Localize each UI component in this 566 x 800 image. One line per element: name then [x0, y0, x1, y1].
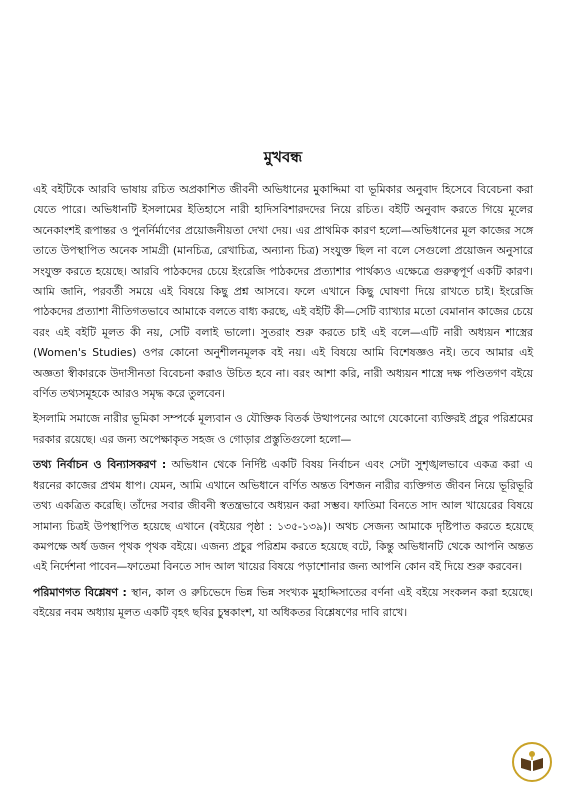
paragraph-intro: [33, 180, 533, 404]
page-title: মুখবন্ধ: [263, 148, 303, 166]
paragraph-lead: পরিমাণগত বিশ্লেষণ :: [33, 585, 127, 599]
paragraph-text: অভিধান থেকে নির্দিষ্ট একটি বিষয় নির্বাচন এবং সেটা সুশৃঙ্খলভাবে একত্র করা এ ধরনের কাজের প্রথম ধাপ। যেমন, আমি এখানে অভিধানে বর্ণিত অন্তত বিশজন নারীর ব্যক্তিগত জীবন নিয়ে ভূরিভূরি তথ্য একত্রিত করেছি। তাঁদের সবার জীবনী স্বতন্ত্রভাবে অধ্যয়ন করা সম্ভব। ফাতিমা বিনতে সাদ আল খায়েরের বিষয়ে সামান্য চিত্রই উপস্থাপিত হয়েছে এখানে (বইয়ের পৃষ্ঠা : ১৩৫-১৩৯)। অথচ সেজন্য আমাকে দৃষ্টিপাত করতে হয়েছে কমপক্ষে অর্ধ ডজন পৃথক পৃথক বইয়ে। এজন্য প্রচুর পরিশ্রম করতে হয়েছে বটে, কিন্তু অভিধানটি থেকে আপনি অন্তত এই নির্দেশনা পাবেন—ফাতেমা বিনতে সাদ আল খায়ের বিষয়ে পড়াশোনার জন্য আপনি কোন বই দিয়ে শুরু করবেন।: [33, 458, 533, 574]
paragraph-text: ইসলামি সমাজে নারীর ভূমিকা সম্পর্কে মূল্যবান ও যৌক্তিক বিতর্ক উত্থাপনের আগে যেকোনো ব্যক্তিরই প্রচুর পরিশ্রমের দরকার রয়েছে। এর জন্য অপেক্ষাকৃত সহজ ও গোড়ার প্রস্তুতিগুলো হলো—: [33, 412, 533, 446]
book-publisher-logo-icon: [512, 742, 552, 782]
paragraph-data-selection: [33, 455, 533, 577]
paragraph-quantitative: [33, 583, 533, 624]
paragraph-text: এই বইটিকে আরবি ভাষায় রচিত অপ্রকাশিত জীবনী অভিধানের মুকাদ্দিমা বা ভূমিকার অনুবাদ হিসেবে বিবেচনা করা যেতে পারে। অভিধানটি ইসলামের ইতিহাসে নারী হাদিসবিশারদদের নিয়ে রচিত। বইটি অনুবাদ করতে গিয়ে মূলের অনেকাংশই রূপান্তর ও পুনর্নির্মাণের প্রয়োজনীয়তা দেখা দেয়। এর প্রাথমিক কারণ হলো—অভিধানের মূল কাজের সঙ্গে তাতে উপস্থাপিত অনেক সামগ্রী (মানচিত্র, রেখাচিত্র, অন্যান্য চিত্র) সংযুক্ত ছিল না বলে সেগুলো প্রয়োজন অনুসারে সংযুক্ত করতে হয়েছে। আরবি পাঠকদের চেয়ে ইংরেজি পাঠকদের প্রত্যাশার পার্থক্যও এক্ষেত্রে গুরুত্বপূর্ণ একটি কারণ। আমি জানি, পরবর্তী সময়ে এই বিষয়ে কিছু প্রশ্ন আসবে। ফলে এখানে কিছু ঘোষণা দিয়ে রাখতে চাই। ইংরেজি পাঠকদের প্রত্যাশা নীতিগতভাবে আমাকে বলতে বাধ্য করছে, এই বইটি কী—সেটি ব্যাখ্যার মতো বেমানান কাজের চেয়ে বরং এই বইটি মূলত কী নয়, সেটি বলাই ভালো। সুতরাং শুরু করতে চাই এই বলে—এটি নারী অধ্যয়ন শাস্ত্রের (Women's Studies) ওপর কোনো অনুশীলনমূলক বই নয়। এই বিষয়ে আমি বিশেষজ্ঞও নই। তবে আমার এই অজ্ঞতা স্বীকারকে উদাসীনতা বিবেচনা করাও উচিত হবে না। বরং আশা করি, নারী অধ্যয়ন শাস্ত্রে দক্ষ পণ্ডিতগণ বইয়ে বর্ণিত তথ্যসমূহকে আরও সমৃদ্ধ করে তুলবেন।: [33, 183, 533, 401]
body-text: [33, 180, 533, 629]
paragraph-society: [33, 409, 533, 450]
paragraph-lead: তথ্য নির্বাচন ও বিন্যাসকরণ :: [33, 458, 167, 472]
book-icon: [514, 744, 550, 780]
paragraph-text: স্থান, কাল ও রুচিভেদে ভিন্ন ভিন্ন সংখ্যক মুহাদ্দিসাতের বর্ণনা এই বইয়ে সংকলন করা হয়েছে। বইয়ের নবম অধ্যায় মূলত একটি বৃহৎ ছবির চুম্বকাংশ, যা অধিকতর বিশ্লেষণের দাবি রাখে।: [33, 585, 533, 620]
lamp-flame: [529, 751, 535, 757]
book-right-page: [533, 758, 543, 771]
book-left-page: [521, 758, 531, 771]
